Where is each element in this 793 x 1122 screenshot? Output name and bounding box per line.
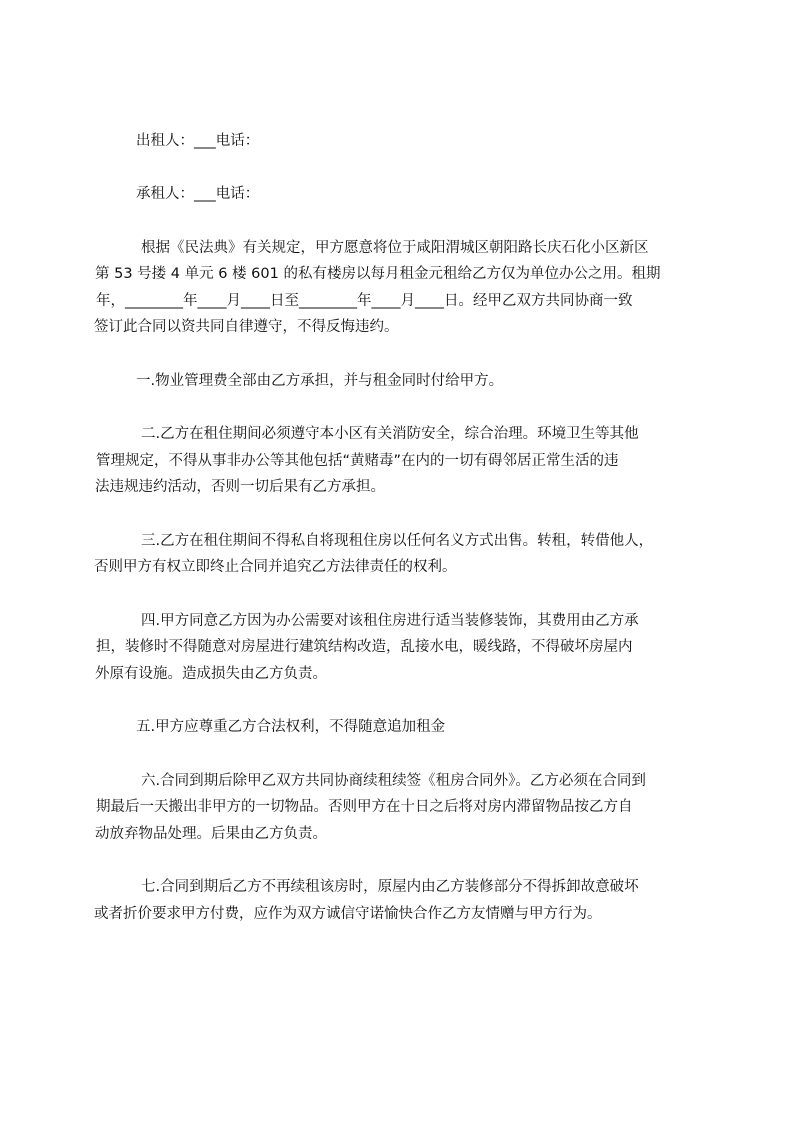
clause-7-line: 或者折价要求甲方付费，应作为双方诚信守诺愉快合作乙方友情赠与甲方行为。 — [94, 906, 602, 922]
clause-3-line: 三.乙方在租住期间不得私自将现租住房以任何名义方式出售。转租，转借他人， — [141, 533, 654, 549]
intro-line: 根据《民法典》有关规定，甲方愿意将位于咸阳渭城区朝阳路长庆石化小区新区 — [141, 240, 649, 256]
clause-2-line: 二.乙方在租住期间必须遵守本小区有关消防安全，综合治理。环境卫生等其他 — [141, 426, 639, 442]
clause-4-line: 担，装修时不得随意对房屋进行建筑结构改造，乱接水电，暖线路，不得破坏房屋内 — [96, 639, 633, 655]
clause-1-line: 一.物业管理费全部由乙方承担，并与租金同时付给甲方。 — [136, 373, 504, 389]
clause-2-line: 管理规定，不得从事非办公等其他包括“黄赌毒”在内的一切有碍邻居正常生活的违 — [96, 453, 619, 469]
clause-5-line: 五.甲方应尊重乙方合法权利，不得随意追加租金 — [136, 719, 446, 735]
landlord-line: 出租人：___电话： — [136, 133, 260, 149]
clause-4-line: 四.甲方同意乙方因为办公需要对该租住房进行适当装修装饰，其费用由乙方承 — [141, 613, 639, 629]
intro-line: 年，________年____月____日至________年____月____日。经甲乙双方共同协商一致 — [96, 293, 633, 309]
clause-7-line: 七.合同到期后乙方不再续租该房时，原屋内由乙方装修部分不得拆卸故意破坏 — [141, 879, 639, 895]
clause-3-line: 否则甲方有权立即终止合同并追究乙方法律责任的权利。 — [94, 559, 457, 575]
tenant-line: 承租人：___电话： — [136, 186, 260, 202]
clause-2-line: 法违规违约活动，否则一切后果有乙方承担。 — [95, 479, 385, 495]
intro-line: 第 53 号搂 4 单元 6 楼 601 的私有楼房以每月租金元租给乙方仅为单位办公之用。租期 — [95, 266, 661, 282]
clause-6-line: 动放弃物品处理。后果由乙方负责。 — [95, 826, 327, 842]
clause-6-line: 期最后一天搬出非甲方的一切物品。否则甲方在十日之后将对房内滞留物品按乙方自 — [96, 799, 633, 815]
clause-4-line: 外原有设施。造成损失由乙方负责。 — [95, 666, 327, 682]
intro-line: 签订此合同以资共同自律遵守，不得反悔违约。 — [94, 319, 399, 335]
clause-6-line: 六.合同到期后除甲乙双方共同协商续租续签《租房合同外》。乙方必须在合同到 — [141, 773, 646, 789]
